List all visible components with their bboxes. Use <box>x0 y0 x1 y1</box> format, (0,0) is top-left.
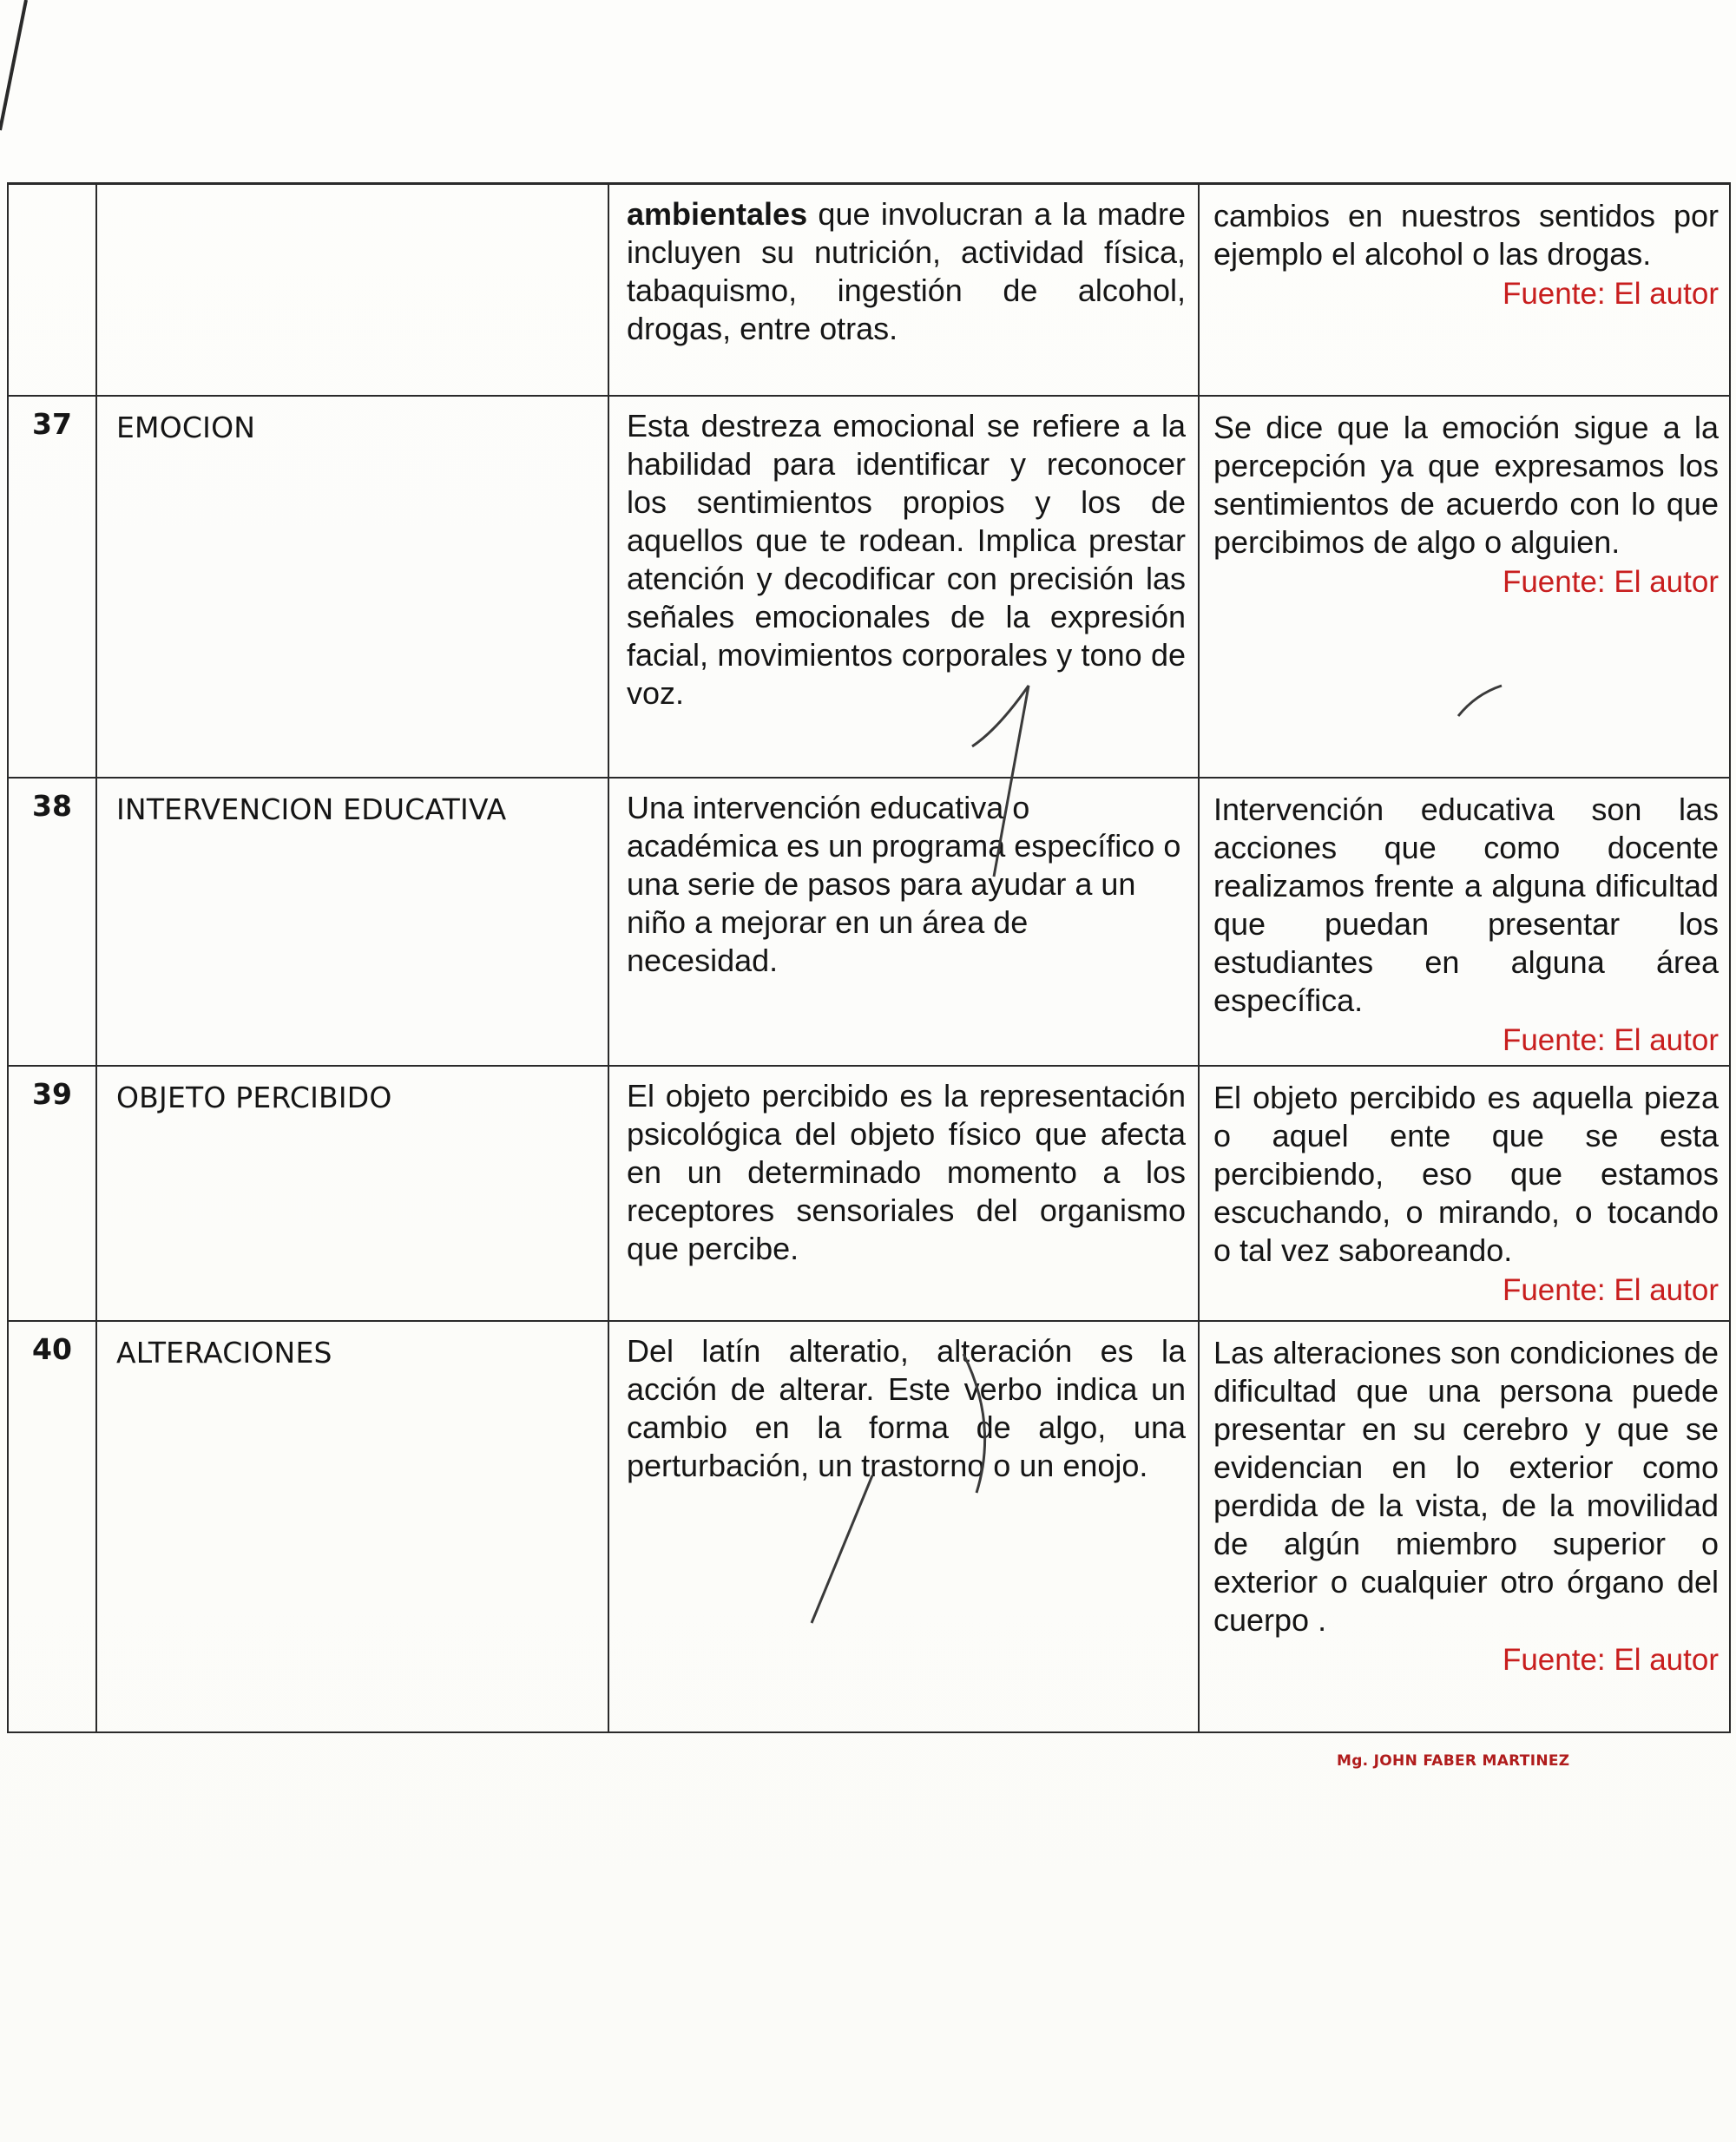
own-definition-cell <box>1199 396 1730 778</box>
definition-text: El objeto percibido es la representación psicológica del objeto físico que afecta en un determinado momento a los receptores sensoriales del organismo que percibe. <box>608 1066 1199 1321</box>
own-definition-text: cambios en nuestros sentidos por ejemplo el alcohol o las drogas. <box>1213 198 1719 272</box>
term-label: ALTERACIONES <box>96 1321 608 1732</box>
source-label: Fuente: El autor <box>1502 1643 1719 1677</box>
definition-text: Esta destreza emocional se refiere a la habilidad para identificar y reconocer los sentimientos propios y los de aquellos que te rodean. Implica prestar atención y decodificar con precisión las señales emocionales de la expresión facial, movimientos corporales y tono de voz. <box>608 396 1199 778</box>
source-label: Fuente: El autor <box>1502 565 1719 599</box>
table-row-continuation <box>8 184 1730 397</box>
term-label: EMOCION <box>96 396 608 778</box>
term-cell <box>96 184 608 397</box>
own-definition-cell <box>1199 1066 1730 1321</box>
source-label: Fuente: El autor <box>1502 1023 1719 1057</box>
definition-text: que involucran a la madre incluyen su nutrición, actividad física, tabaquismo, ingestión de alcohol, drogas, entre otras. <box>627 196 1186 346</box>
own-definition-text: El objeto percibido es aquella pieza o aquel ente que se esta percibiendo, eso que estamos escuchando, o mirando, o tocando o tal vez saboreando. <box>1213 1080 1719 1268</box>
row-number: 38 <box>8 778 96 1066</box>
author-footer: Mg. JOHN FABER MARTINEZ <box>1337 1752 1570 1770</box>
own-definition-text: Las alteraciones son condiciones de dificultad que una persona puede presentar en su cerebro y que se evidencian en lo exterior como perdida de la vista, de la movilidad de algún miembro superior o exterior o cualquier otro órgano del cuerpo . <box>1213 1335 1719 1638</box>
source-label: Fuente: El autor <box>1502 1273 1719 1307</box>
definition-lead-bold: ambientales <box>627 196 808 232</box>
definition-text: Del latín alteratio, alteración es la acción de alterar. Este verbo indica un cambio en la forma de algo, una perturbación, un trastorno o un enojo. <box>608 1321 1199 1732</box>
own-definition-cell <box>1199 184 1730 397</box>
own-definition-text: Intervención educativa son las acciones que como docente realizamos frente a alguna dificultad que puedan presentar los estudiantes en alguna área específica. <box>1213 792 1719 1018</box>
definition-text: Una intervención educativa o académica es un programa específico o una serie de pasos para ayudar a un niño a mejorar en un área de necesidad. <box>608 778 1199 1066</box>
row-number: 37 <box>8 396 96 778</box>
source-label: Fuente: El autor <box>1502 277 1719 311</box>
table-row <box>8 1066 1730 1321</box>
row-number: 40 <box>8 1321 96 1732</box>
table-row <box>8 1321 1730 1732</box>
table-row <box>8 778 1730 1066</box>
definition-cell <box>608 184 1199 397</box>
table-row <box>8 396 1730 778</box>
own-definition-cell <box>1199 778 1730 1066</box>
row-number: 39 <box>8 1066 96 1321</box>
term-label: OBJETO PERCIBIDO <box>96 1066 608 1321</box>
glossary-table <box>7 182 1731 1733</box>
number-cell <box>8 184 96 397</box>
own-definition-text: Se dice que la emoción sigue a la percepción ya que expresamos los sentimientos de acuerdo con lo que percibimos de algo o alguien. <box>1213 410 1719 560</box>
term-label: INTERVENCION EDUCATIVA <box>96 778 608 1066</box>
own-definition-cell <box>1199 1321 1730 1732</box>
